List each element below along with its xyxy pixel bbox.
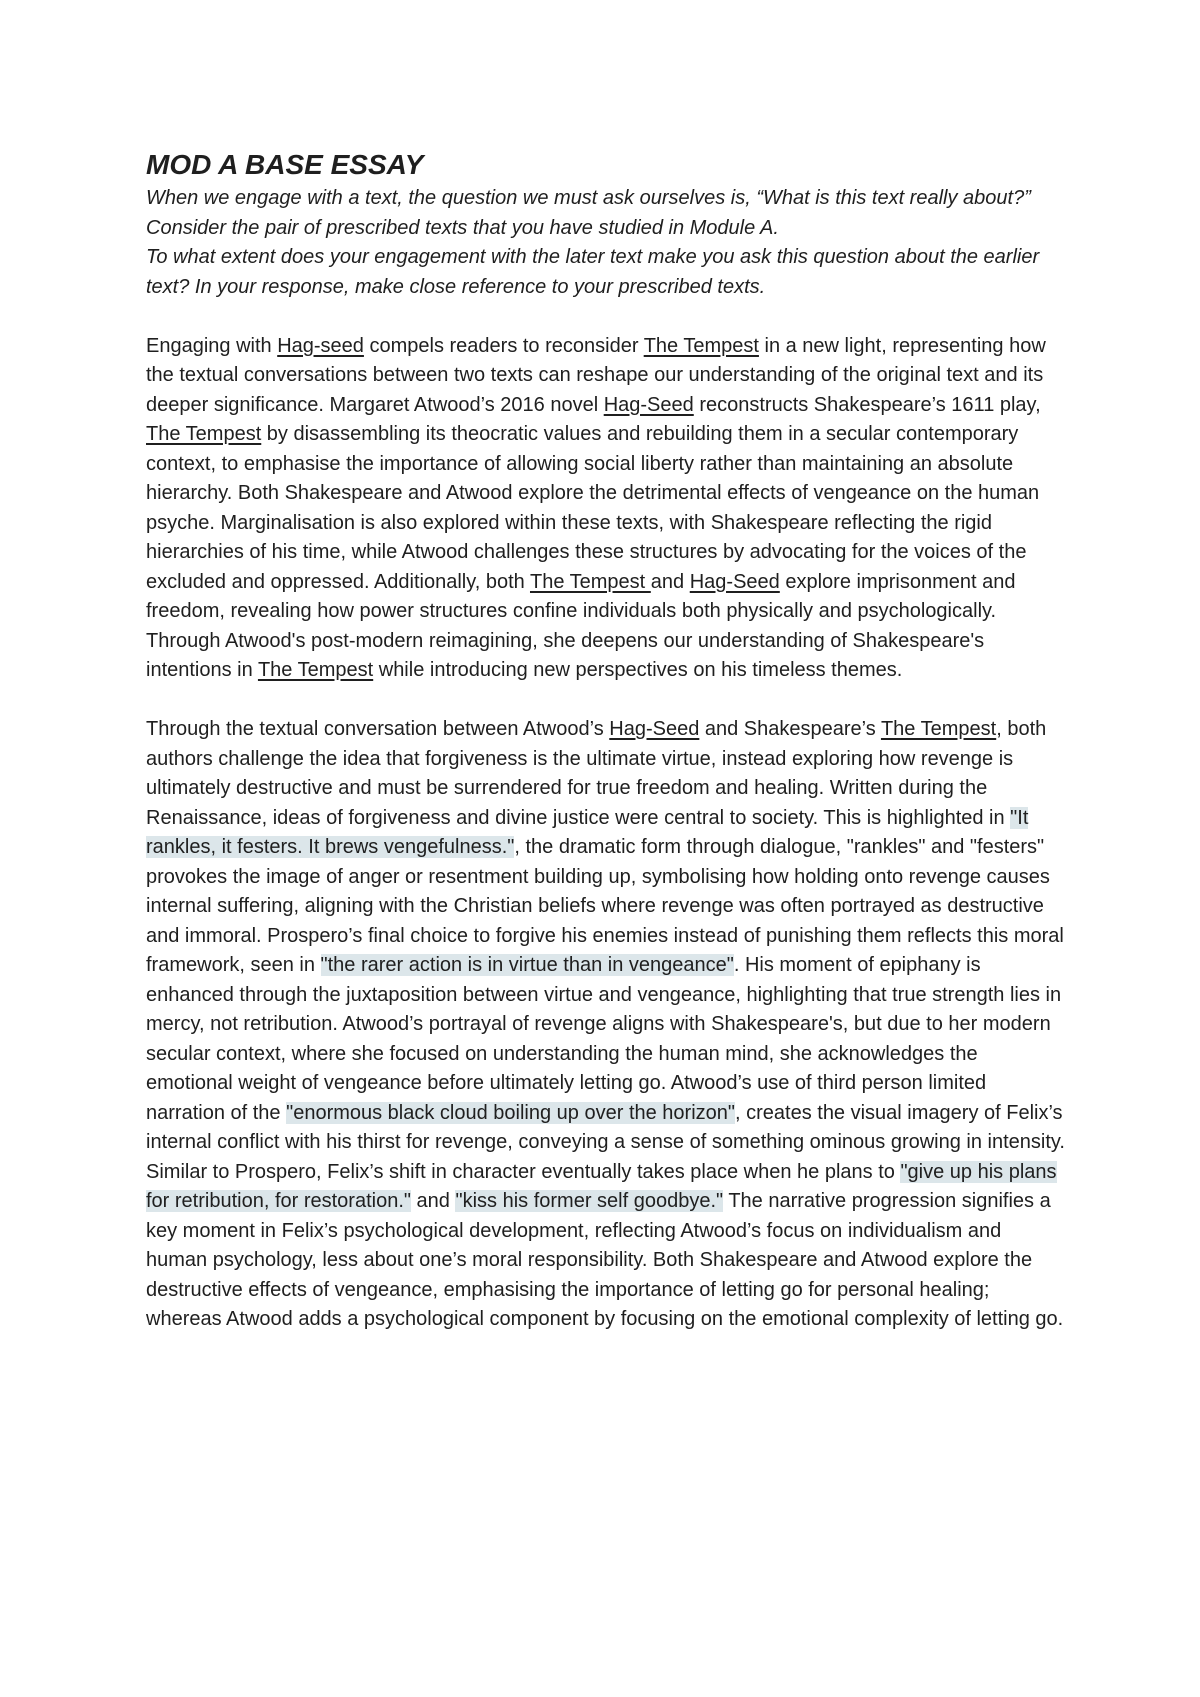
essay-question [146, 184, 1066, 302]
text-run: while introducing new perspectives on his timeless themes. [373, 659, 903, 681]
text-run: compels readers to reconsider [363, 334, 644, 357]
work-title: Hag-Seed [603, 393, 694, 416]
text-run: , both authors challenge the idea that forgiveness is the ultimate virtue, instead exploring how revenge is ultimately destructive and must be surrendered for true freedom and healing. Written during the Renaissance, ideas of forgiveness and divine justice were central to society. This is highlighted in [146, 718, 1047, 829]
question-line-2: To what extent does your engagement with the later text make you ask this question about the earlier text? In your response, make close reference to your prescribed texts. [146, 246, 1040, 298]
highlighted-quote: "kiss his former self goodbye." [455, 1190, 724, 1212]
highlighted-quote: "It rankles, it festers. It brews vengefulness." [146, 806, 1029, 858]
work-title: Hag-seed [277, 334, 364, 357]
work-title: The Tempest [529, 570, 651, 593]
text-run: The narrative progression signifies a key moment in Felix’s psychological development, reflecting Atwood’s focus on individualism and human psychology, less about one’s moral responsibility. Both Shakespeare and Atwood explore the destructive effects of vengeance, emphasising the importance of letting go for personal healing; whereas Atwood adds a psychological component by focusing on the emotional complexity of letting go. [146, 1190, 1064, 1330]
highlighted-quote: "enormous black cloud boiling up over the horizon" [286, 1101, 735, 1124]
question-line-1: When we engage with a text, the question we must ask ourselves is, “What is this text really about?” Consider the pair of prescribed texts that you have studied in Module A. [146, 187, 1031, 239]
body-paragraph-1 [146, 715, 1066, 1335]
essay-page [146, 148, 1066, 1335]
text-run: . His moment of epiphany is enhanced through the juxtaposition between virtue and vengeance, highlighting that true strength lies in mercy, not retribution. Atwood’s portrayal of revenge aligns with Shakespeare's, but due to her modern secular context, where she focused on understanding the human mind, she acknowledges the emotional weight of vengeance before ultimately letting go. Atwood’s use of third person limited narration of the [146, 954, 1062, 1124]
text-run: in a new light, representing how the textual conversations between two texts can reshape our understanding of the original text and its deeper significance. Margaret Atwood’s 2016 novel [146, 334, 1046, 416]
text-run: and [650, 570, 690, 593]
work-title: The Tempest [146, 423, 262, 445]
work-title: Hag-Seed [689, 570, 780, 593]
text-run: Through the textual conversation between Atwood’s [146, 718, 610, 740]
text-run: by disassembling its theocratic values and rebuilding them in a secular contemporary context, to emphasise the importance of allowing social liberty rather than maintaining an absolute hierarchy. Both Shakespeare and Atwood explore the detrimental effects of vengeance on the human psyche. Marginalisation is also explored within these texts, with Shakespeare reflecting the rigid hierarchies of his time, while Atwood challenges these structures by advocating for the voices of the excluded and oppressed. Additionally, both [146, 423, 1040, 593]
highlighted-quote: "give up his plans for retribution, for restoration." [146, 1160, 1057, 1212]
text-run: , creates the visual imagery of Felix’s internal conflict with his thirst for revenge, conveying a sense of something ominous growing in intensity. Similar to Prospero, Felix’s shift in character eventually takes place when he plans to [146, 1101, 1065, 1183]
introduction-paragraph [146, 332, 1066, 686]
text-run: Engaging with [146, 334, 278, 357]
text-run: and [411, 1190, 456, 1212]
essay-title: MOD A BASE ESSAY [146, 149, 424, 180]
work-title: The Tempest [257, 659, 374, 681]
text-run: , the dramatic form through dialogue, "rankles" and "festers" provokes the image of anger or resentment building up, symbolising how holding onto revenge causes internal suffering, aligning with the Christian beliefs where revenge was often portrayed as destructive and immoral. Prospero’s final choice to forgive his enemies instead of punishing them reflects this moral framework, seen in [146, 836, 1064, 976]
text-run: and Shakespeare’s [699, 718, 881, 740]
highlighted-quote: "the rarer action is in virtue than in vengeance" [320, 954, 734, 976]
work-title: Hag-Seed [609, 718, 700, 740]
work-title: The Tempest [880, 718, 997, 740]
text-run: reconstructs Shakespeare’s 1611 play, [693, 393, 1041, 416]
work-title: The Tempest [643, 334, 759, 357]
text-run: explore imprisonment and freedom, revealing how power structures confine individuals both physically and psychologically. Through Atwood's post-modern reimagining, she deepens our understanding of Shakespeare's intentions in [146, 570, 1016, 681]
